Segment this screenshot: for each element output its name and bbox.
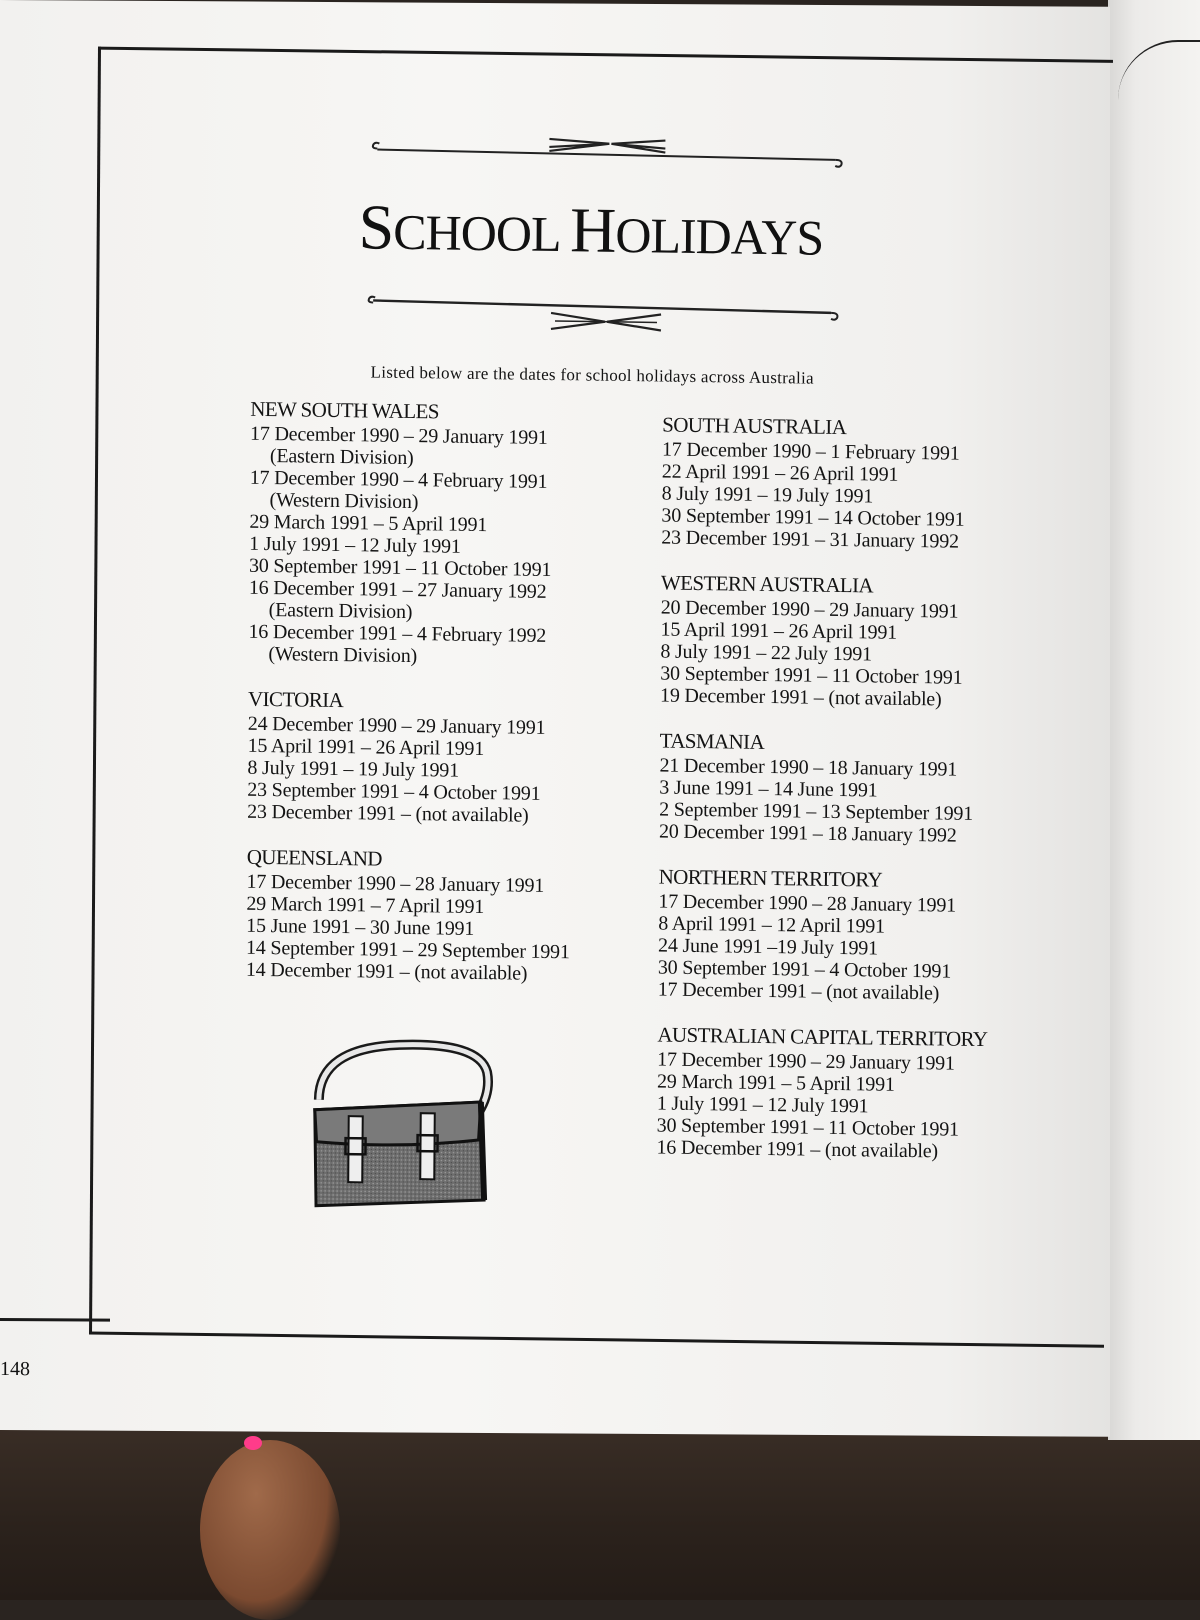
holiday-entry [656,1136,1016,1163]
holiday-dates: 23 December 1991 – 31 January 1992 [661,526,959,553]
holiday-entry [248,621,608,670]
intro-text: Listed below are the dates for school holidays across Australia [370,362,814,388]
right-column [656,413,1022,1186]
holiday-dates: 17 December 1990 – 1 February 1991 [661,438,960,465]
holiday-dates: 20 December 1991 – 18 January 1992 [658,820,957,847]
holiday-dates: 22 April 1991 – 26 April 1991 [661,460,899,486]
holiday-dates: 8 July 1991 – 22 July 1991 [660,640,872,666]
holiday-dates: 23 September 1991 – 4 October 1991 [247,778,541,805]
section-northern-territory [658,864,1019,1005]
section-title: TASMANIA [659,728,765,754]
top-ornament-icon [369,128,849,171]
holiday-dates: 2 September 1991 – 13 September 1991 [659,798,974,825]
holiday-dates: 20 December 1990 – 29 January 1991 [660,596,959,623]
holiday-entry [249,467,609,516]
holiday-dates: 16 December 1991 – 27 January 1992 [248,576,547,603]
title-part-1: CHOOL [393,203,571,263]
holiday-dates: 17 December 1990 – 4 February 1991 [249,466,548,493]
holiday-dates: 8 July 1991 – 19 July 1991 [247,756,460,782]
holiday-dates: 17 December 1991 – (not available) [657,978,940,1005]
holiday-entry [658,978,1018,1005]
section-victoria [247,687,608,828]
holiday-dates: 29 March 1991 – 5 April 1991 [249,510,488,537]
holiday-dates: 15 April 1991 – 26 April 1991 [247,734,485,761]
holiday-dates: 3 June 1991 – 14 June 1991 [659,776,878,802]
holiday-division-note: (Eastern Division) [268,599,413,624]
holiday-dates: 19 December 1991 – (not available) [659,684,942,711]
satchel-icon [308,1030,499,1223]
holiday-dates: 1 July 1991 – 12 July 1991 [249,532,461,558]
holiday-dates: 8 July 1991 – 19 July 1991 [661,482,874,508]
bottom-ornament-icon [365,290,845,337]
page-title [358,190,879,271]
holiday-dates: 16 December 1991 – (not available) [656,1136,939,1163]
holiday-dates: 16 December 1991 – 4 February 1992 [248,620,547,647]
fingernail [244,1436,262,1450]
section-new-south-wales [248,397,610,670]
left-column [246,397,611,1008]
holiday-dates: 15 June 1991 – 30 June 1991 [246,914,475,940]
holiday-dates: 30 September 1991 – 11 October 1991 [660,662,963,689]
hand-photo-fragment [200,1440,340,1620]
holiday-dates: 17 December 1990 – 29 January 1991 [250,422,548,449]
holiday-division-note: (Eastern Division) [269,445,414,470]
table-surface [0,1420,1200,1600]
section-title: AUSTRALIAN CAPITAL TERRITORY [657,1022,988,1052]
holiday-dates: 14 September 1991 – 29 September 1991 [245,936,570,964]
holiday-entry [250,423,610,472]
holiday-dates: 8 April 1991 – 12 April 1991 [658,912,885,938]
section-title: QUEENSLAND [246,844,383,871]
section-title: NORTHERN TERRITORY [658,864,883,892]
title-cap-2: H [569,194,616,266]
next-page-edge [1108,0,1200,1440]
holiday-dates: 29 March 1991 – 5 April 1991 [656,1070,895,1096]
holiday-dates: 21 December 1990 – 18 January 1991 [659,754,958,781]
section-title: SOUTH AUSTRALIA [662,412,847,440]
section-australian-capital-territory [656,1022,1017,1163]
holiday-dates: 24 June 1991 –19 July 1991 [658,934,878,960]
holiday-dates: 23 December 1991 – (not available) [247,800,529,827]
holiday-entry [249,577,609,626]
holiday-entry [660,685,1020,712]
holiday-division-note: (Western Division) [269,489,419,514]
holiday-entry [247,801,607,828]
holiday-dates: 30 September 1991 – 4 October 1991 [657,956,952,983]
holiday-dates: 29 March 1991 – 7 April 1991 [246,892,485,919]
holiday-dates: 30 September 1991 – 14 October 1991 [661,504,965,531]
section-tasmania [659,729,1020,848]
title-part-2: OLIDAYS [615,206,824,266]
holiday-dates: 24 December 1990 – 29 January 1991 [247,712,546,739]
section-queensland [246,845,607,986]
holiday-dates: 14 December 1991 – (not available) [245,958,528,985]
section-title: VICTORIA [247,686,344,713]
section-south-australia [661,413,1022,554]
section-title: WESTERN AUSTRALIA [660,570,874,598]
holiday-dates: 17 December 1990 – 29 January 1991 [657,1048,955,1075]
holiday-dates: 15 April 1991 – 26 April 1991 [660,618,898,644]
holiday-dates: 30 September 1991 – 11 October 1991 [656,1114,959,1141]
title-cap-1: S [358,191,394,263]
holiday-entry [661,527,1021,554]
holiday-dates: 17 December 1990 – 28 January 1991 [246,870,545,897]
page-number: 148 [0,1358,30,1381]
section-western-australia [660,571,1021,712]
holiday-division-note: (Western Division) [268,643,418,668]
holiday-dates: 17 December 1990 – 28 January 1991 [658,890,957,917]
section-title: NEW SOUTH WALES [250,396,439,424]
holiday-dates: 30 September 1991 – 11 October 1991 [248,554,552,581]
holiday-dates: 1 July 1991 – 12 July 1991 [656,1092,869,1118]
